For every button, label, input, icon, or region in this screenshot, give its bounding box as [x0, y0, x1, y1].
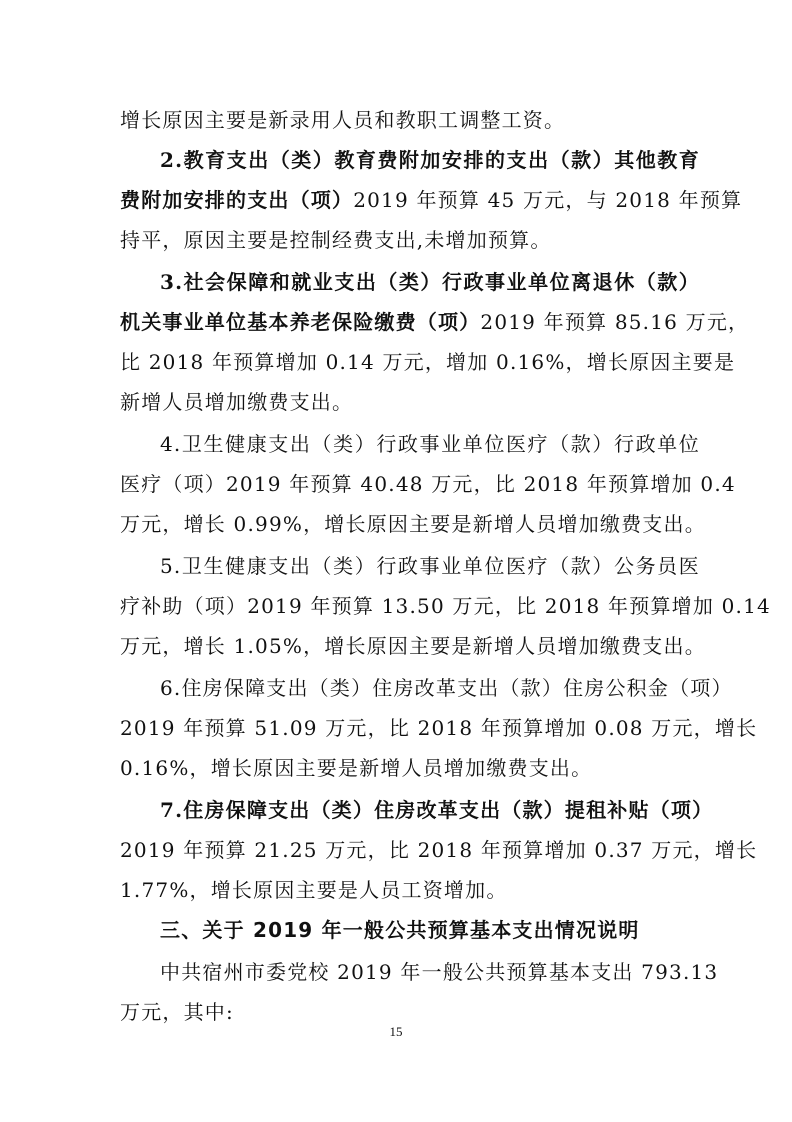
text-line — [120, 306, 750, 338]
text-line — [160, 672, 733, 704]
body-text: 中共宿州市委党校 2019 年一般公共预算基本支出 793.13 — [160, 960, 719, 984]
text-line — [120, 104, 700, 136]
text-line — [160, 550, 700, 582]
body-text: 2019 年预算 51.09 万元，比 2018 年预算增加 0.08 万元，增长 — [120, 716, 758, 740]
bold-text: 7.住房保障支出（类）住房改革支出（款）提租补贴（项） — [160, 798, 714, 822]
text-line — [160, 428, 700, 460]
heading-text: 三、关于 2019 年一般公共预算基本支出情况说明 — [160, 918, 640, 942]
text-line — [120, 712, 758, 744]
body-text: 比 2018 年预算增加 0.14 万元，增加 0.16%，增长原因主要是 — [120, 350, 736, 374]
text-line — [120, 224, 700, 256]
section-heading — [160, 914, 700, 946]
body-text: 医疗（项）2019 年预算 40.48 万元，比 2018 年预算增加 0.4 — [120, 472, 736, 496]
body-text: 0.16%，增长原因主要是新增人员增加缴费支出。 — [120, 756, 593, 780]
bold-text: 费附加安排的支出（项） — [120, 188, 354, 212]
text-line — [120, 386, 700, 418]
text-line — [160, 266, 700, 298]
body-text: 疗补助（项）2019 年预算 13.50 万元，比 2018 年预算增加 0.14 — [120, 594, 771, 618]
text-line — [120, 346, 736, 378]
bold-text: 机关事业单位基本养老保险缴费（项） — [120, 310, 481, 334]
body-text: 万元，其中: — [120, 1000, 234, 1024]
body-text: 1.77%，增长原因主要是人员工资增加。 — [120, 878, 508, 902]
text-line — [160, 794, 714, 826]
text-line — [160, 956, 719, 988]
text-line — [120, 874, 700, 906]
body-text: 6.住房保障支出（类）住房改革支出（款）住房公积金（项） — [160, 676, 733, 700]
text-line — [160, 144, 700, 176]
text-line — [120, 184, 743, 216]
body-text: 新增人员增加缴费支出。 — [120, 390, 354, 414]
body-text: 2019 年预算 21.25 万元，比 2018 年预算增加 0.37 万元，增长 — [120, 838, 758, 862]
text-line — [120, 590, 771, 622]
body-text: 4.卫生健康支出（类）行政事业单位医疗（款）行政单位 — [160, 432, 700, 456]
body-text: 增长原因主要是新录用人员和教职工调整工资。 — [120, 108, 566, 132]
page-number: 15 — [389, 1024, 403, 1039]
text-line — [120, 508, 706, 540]
text-line — [120, 834, 758, 866]
body-text: 万元，增长 0.99%，增长原因主要是新增人员增加缴费支出。 — [120, 512, 706, 536]
body-text: 5.卫生健康支出（类）行政事业单位医疗（款）公务员医 — [160, 554, 700, 578]
text-line — [120, 752, 700, 784]
text-line — [120, 630, 706, 662]
body-text: 持平，原因主要是控制经费支出,未增加预算。 — [120, 228, 552, 252]
body-text: 2019 年预算 85.16 万元， — [480, 310, 750, 334]
text-line — [120, 468, 736, 500]
body-text: 万元，增长 1.05%，增长原因主要是新增人员增加缴费支出。 — [120, 634, 706, 658]
body-text: 2019 年预算 45 万元，与 2018 年预算 — [353, 188, 743, 212]
bold-text: 3.社会保障和就业支出（类）行政事业单位离退休（款） — [160, 270, 700, 294]
bold-text: 2.教育支出（类）教育费附加安排的支出（款）其他教育 — [160, 148, 700, 172]
